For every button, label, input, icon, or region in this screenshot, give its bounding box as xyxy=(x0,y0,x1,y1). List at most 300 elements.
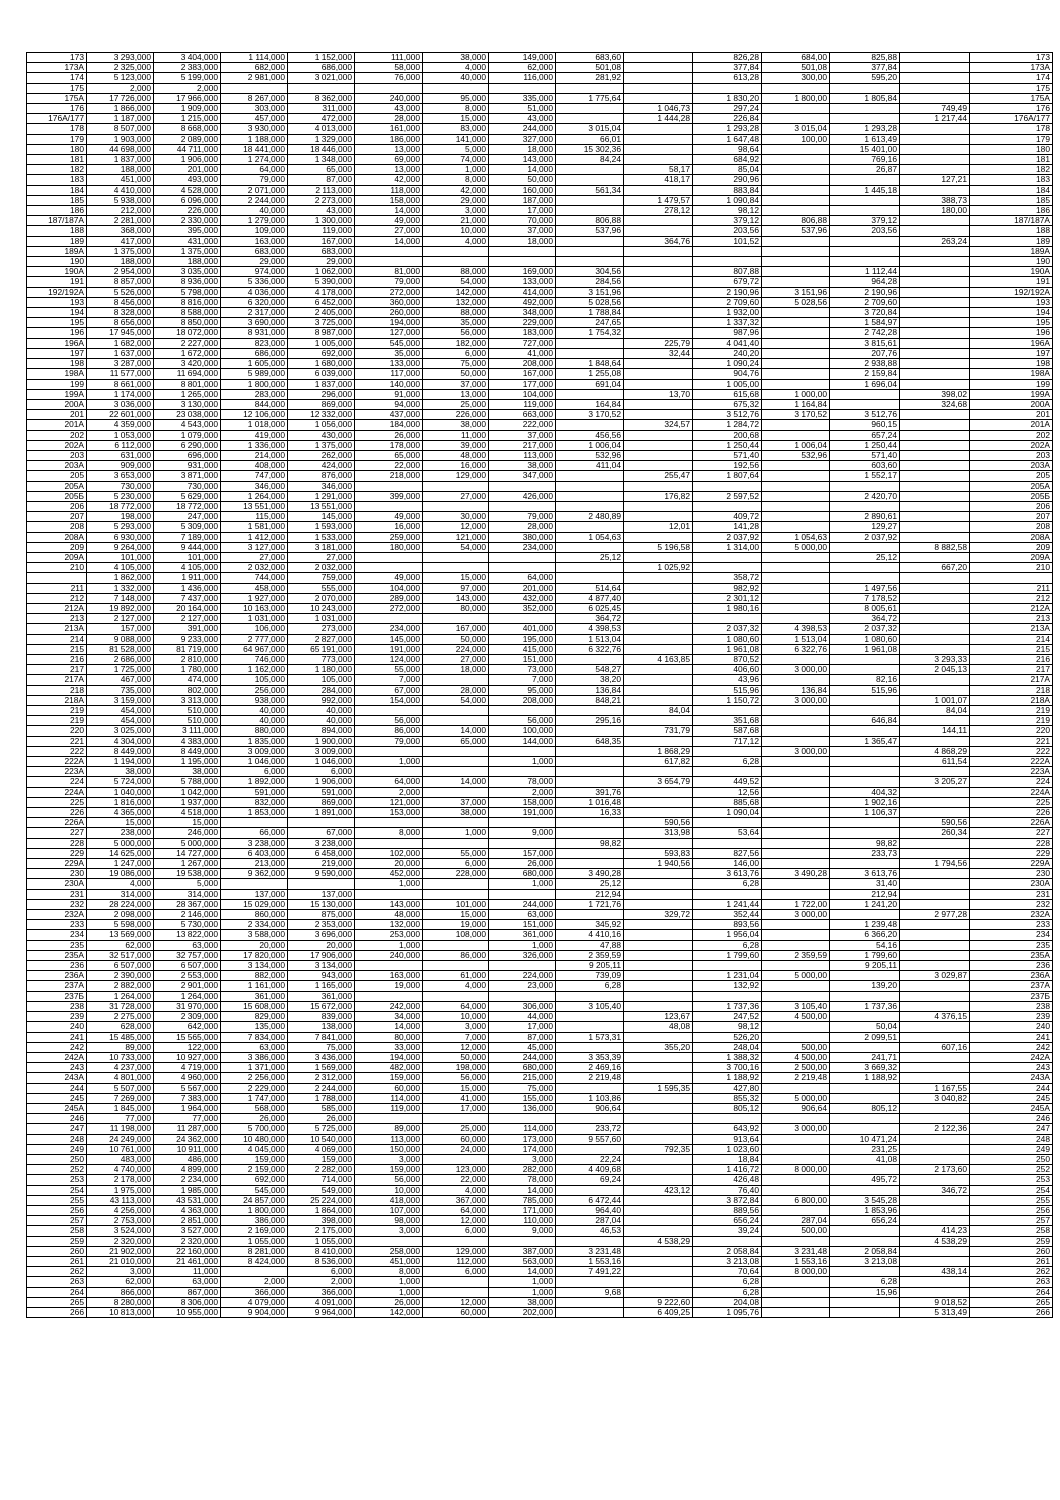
table-cell: 26,000 xyxy=(355,430,423,440)
table-cell xyxy=(624,73,693,83)
table-cell xyxy=(762,716,830,726)
table-cell: 229 xyxy=(27,848,87,858)
table-cell: 2 127,000 xyxy=(154,614,221,624)
table-cell: 200A xyxy=(27,399,87,409)
table-cell: 6 409,25 xyxy=(624,1307,693,1317)
table-cell xyxy=(624,318,693,328)
table-cell: 735,000 xyxy=(87,685,154,695)
table-cell: 43 113,000 xyxy=(87,1195,154,1205)
table-cell xyxy=(556,491,624,501)
table-cell: 43,000 xyxy=(288,206,355,216)
table-cell: 212,94 xyxy=(830,889,900,899)
table-cell xyxy=(900,1246,970,1256)
table-cell: 233,72 xyxy=(556,1124,624,1134)
table-cell: 2 420,70 xyxy=(830,491,900,501)
table-cell: 1 737,36 xyxy=(830,1001,900,1011)
table-cell: 532,96 xyxy=(556,450,624,460)
table-cell: 50,04 xyxy=(830,1022,900,1032)
table-cell xyxy=(900,1256,970,1266)
table-cell: 2 282,000 xyxy=(288,1165,355,1175)
table-cell: 8 987,000 xyxy=(288,328,355,338)
table-cell: 3 000,00 xyxy=(762,1124,830,1134)
table-cell xyxy=(900,1216,970,1226)
table-cell: 64,000 xyxy=(489,573,556,583)
table-cell: 1 862,000 xyxy=(87,573,154,583)
table-cell: 232 xyxy=(27,899,87,909)
table-row xyxy=(27,328,1053,338)
table-cell: 224 xyxy=(27,777,87,787)
table-cell: 663,000 xyxy=(489,410,556,420)
table-cell xyxy=(900,430,970,440)
table-cell xyxy=(624,1103,693,1113)
table-cell xyxy=(762,1083,830,1093)
table-cell: 10 243,000 xyxy=(288,603,355,613)
table-cell: 1 552,17 xyxy=(830,471,900,481)
table-cell xyxy=(762,471,830,481)
table-cell: 186 xyxy=(27,206,87,216)
table-cell: 727,000 xyxy=(489,338,556,348)
table-cell: 314,000 xyxy=(87,889,154,899)
table-row xyxy=(27,675,1053,685)
table-cell: 7 437,000 xyxy=(154,593,221,603)
table-cell: 1 054,63 xyxy=(762,532,830,542)
table-cell xyxy=(900,267,970,277)
table-cell: 515,96 xyxy=(830,685,900,695)
table-cell: 13 569,000 xyxy=(87,930,154,940)
table-cell xyxy=(624,797,693,807)
table-cell: 10 911,000 xyxy=(154,1144,221,1154)
table-cell: 174 xyxy=(27,73,87,83)
table-cell: 83,000 xyxy=(423,124,489,134)
table-cell: 642,000 xyxy=(154,1022,221,1032)
table-cell xyxy=(556,114,624,124)
table-cell: 364,72 xyxy=(830,614,900,624)
table-cell: 12 106,000 xyxy=(221,410,288,420)
table-cell: 474,000 xyxy=(154,675,221,685)
table-cell: 391,000 xyxy=(154,624,221,634)
table-cell: 259 xyxy=(27,1236,87,1246)
table-cell xyxy=(900,1205,970,1215)
table-cell: 178,000 xyxy=(355,440,423,450)
table-cell: 2 390,000 xyxy=(87,971,154,981)
table-cell: 1 180,000 xyxy=(288,665,355,675)
table-cell: 417,000 xyxy=(87,236,154,246)
table-cell: 204,08 xyxy=(693,1297,762,1307)
table-cell: 38,000 xyxy=(489,461,556,471)
table-cell: 55,000 xyxy=(423,848,489,858)
table-cell xyxy=(762,522,830,532)
table-cell: 139,20 xyxy=(830,981,900,991)
table-cell xyxy=(762,726,830,736)
table-cell xyxy=(900,1114,970,1124)
table-row xyxy=(27,379,1053,389)
table-cell: 2 032,000 xyxy=(221,563,288,573)
table-cell: 249 xyxy=(970,1144,1053,1154)
table-cell: 1 165,000 xyxy=(288,981,355,991)
table-cell: 501,08 xyxy=(556,63,624,73)
table-cell: 430,000 xyxy=(288,430,355,440)
table-cell xyxy=(900,624,970,634)
table-cell: 20,000 xyxy=(355,859,423,869)
table-cell: 437,000 xyxy=(355,410,423,420)
table-cell: 5 000,000 xyxy=(154,838,221,848)
table-cell xyxy=(624,440,693,450)
table-cell xyxy=(624,155,693,165)
table-cell xyxy=(423,961,489,971)
table-cell: 2 227,000 xyxy=(154,338,221,348)
table-cell: 219 xyxy=(27,706,87,716)
table-cell: 208,000 xyxy=(489,359,556,369)
table-cell: 3 170,52 xyxy=(762,410,830,420)
table-cell xyxy=(830,1297,900,1307)
table-cell xyxy=(556,991,624,1001)
table-row xyxy=(27,757,1053,767)
table-cell: 203 xyxy=(970,450,1053,460)
table-cell: 272,000 xyxy=(355,287,423,297)
table-cell: 3,000 xyxy=(489,1154,556,1164)
table-cell xyxy=(355,838,423,848)
table-cell: 10 955,000 xyxy=(154,1307,221,1317)
table-cell: 1 830,20 xyxy=(693,93,762,103)
table-cell: 313,98 xyxy=(624,828,693,838)
table-cell xyxy=(423,746,489,756)
table-cell: 3 386,000 xyxy=(221,1052,288,1062)
table-cell: 247,000 xyxy=(154,512,221,522)
table-cell xyxy=(900,348,970,358)
table-cell xyxy=(624,624,693,634)
table-cell: 231 xyxy=(970,889,1053,899)
table-cell: 201 xyxy=(27,410,87,420)
table-cell: 143,000 xyxy=(423,593,489,603)
table-cell xyxy=(900,522,970,532)
table-cell: 218 xyxy=(970,685,1053,695)
table-cell: 746,000 xyxy=(221,654,288,664)
table-cell xyxy=(556,1042,624,1052)
table-cell: 3 436,000 xyxy=(288,1052,355,1062)
table-cell xyxy=(556,481,624,491)
table-cell: 237A xyxy=(27,981,87,991)
table-cell: 24 249,000 xyxy=(87,1134,154,1144)
table-cell: 1 215,000 xyxy=(154,114,221,124)
table-cell: 205Б xyxy=(970,491,1053,501)
table-cell: 132,000 xyxy=(355,920,423,930)
table-cell: 2 045,13 xyxy=(900,665,970,675)
table-cell: 15,96 xyxy=(830,1287,900,1297)
table-cell: 860,000 xyxy=(221,910,288,920)
table-cell: 882,000 xyxy=(221,971,288,981)
table-cell xyxy=(556,1277,624,1287)
table-cell: 97,000 xyxy=(423,583,489,593)
table-cell: 191,000 xyxy=(355,644,423,654)
table-cell: 5 123,000 xyxy=(87,73,154,83)
table-cell: 101,000 xyxy=(423,899,489,909)
table-cell: 6 507,000 xyxy=(154,961,221,971)
table-cell xyxy=(830,542,900,552)
table-cell: 213,000 xyxy=(221,859,288,869)
table-cell: 35,000 xyxy=(355,348,423,358)
table-cell: 2 312,000 xyxy=(288,1073,355,1083)
table-cell: 6,28 xyxy=(693,940,762,950)
table-cell: 438,14 xyxy=(900,1267,970,1277)
table-cell: 335,000 xyxy=(489,93,556,103)
table-cell: 132,92 xyxy=(693,981,762,991)
table-cell: 243A xyxy=(27,1073,87,1083)
table-cell: 101,52 xyxy=(693,236,762,246)
table-cell: 6 320,000 xyxy=(221,297,288,307)
table-cell xyxy=(423,767,489,777)
table-cell: 198 xyxy=(970,359,1053,369)
table-cell: 3 293,000 xyxy=(87,53,154,63)
table-cell: 256 xyxy=(970,1205,1053,1215)
table-cell: 18 441,000 xyxy=(221,144,288,154)
table-cell: 904,76 xyxy=(693,369,762,379)
table-cell xyxy=(830,1267,900,1277)
table-cell: 266 xyxy=(27,1307,87,1317)
table-cell xyxy=(556,563,624,573)
table-cell: 1 332,000 xyxy=(87,583,154,593)
table-cell: 590,56 xyxy=(900,818,970,828)
table-cell: 730,000 xyxy=(87,481,154,491)
table-row xyxy=(27,338,1053,348)
table-cell: 15 130,000 xyxy=(288,899,355,909)
table-cell: 10 761,000 xyxy=(87,1144,154,1154)
table-cell: 1 980,16 xyxy=(693,603,762,613)
table-cell: 1 231,04 xyxy=(693,971,762,981)
table-cell: 5 199,000 xyxy=(154,73,221,83)
table-row xyxy=(27,236,1053,246)
table-cell: 1 553,16 xyxy=(762,1256,830,1266)
table-cell xyxy=(693,563,762,573)
table-cell: 2 938,88 xyxy=(830,359,900,369)
table-cell: 495,72 xyxy=(830,1175,900,1185)
table-cell xyxy=(423,1154,489,1164)
table-cell: 180 xyxy=(970,144,1053,154)
table-cell: 222A xyxy=(970,757,1053,767)
table-cell: 205A xyxy=(970,481,1053,491)
table-row xyxy=(27,1073,1053,1083)
table-cell xyxy=(762,491,830,501)
table-cell: 1 497,56 xyxy=(830,583,900,593)
table-cell: 686,000 xyxy=(288,63,355,73)
table-cell: 9 590,000 xyxy=(288,869,355,879)
table-cell: 300,00 xyxy=(762,73,830,83)
table-cell: 54,000 xyxy=(423,695,489,705)
table-cell: 4 036,000 xyxy=(221,287,288,297)
table-cell: 78,000 xyxy=(489,1175,556,1185)
table-cell: 2 098,000 xyxy=(87,910,154,920)
table-cell xyxy=(830,195,900,205)
table-cell: 218A xyxy=(970,695,1053,705)
table-cell xyxy=(489,961,556,971)
table-cell: 56,000 xyxy=(355,716,423,726)
table-cell: 246 xyxy=(27,1114,87,1124)
table-cell: 65,000 xyxy=(423,736,489,746)
table-cell: 121,000 xyxy=(355,797,423,807)
table-cell: 1 006,04 xyxy=(762,440,830,450)
table-cell: 218,000 xyxy=(355,471,423,481)
table-cell: 8 801,000 xyxy=(154,379,221,389)
table-cell xyxy=(624,144,693,154)
table-cell xyxy=(900,808,970,818)
table-cell: 889,56 xyxy=(693,1205,762,1215)
table-cell: 222 xyxy=(27,746,87,756)
table-cell: 4 041,40 xyxy=(693,338,762,348)
table-cell: 48,000 xyxy=(423,450,489,460)
table-row xyxy=(27,440,1053,450)
table-cell: 4 079,000 xyxy=(221,1297,288,1307)
table-cell xyxy=(900,961,970,971)
table-cell: 205A xyxy=(27,481,87,491)
table-cell: 17 726,000 xyxy=(87,93,154,103)
table-cell: 17 966,000 xyxy=(154,93,221,103)
table-cell xyxy=(900,634,970,644)
table-cell xyxy=(900,1073,970,1083)
table-cell: 684,92 xyxy=(693,155,762,165)
table-cell: 1 112,44 xyxy=(830,267,900,277)
table-cell: 2,000 xyxy=(489,787,556,797)
table-cell xyxy=(900,410,970,420)
table-cell xyxy=(830,859,900,869)
table-cell: 1 868,29 xyxy=(624,746,693,756)
table-cell xyxy=(624,808,693,818)
table-cell: 8,000 xyxy=(423,175,489,185)
table-cell xyxy=(624,267,693,277)
table-cell: 219,000 xyxy=(288,859,355,869)
table-cell: 192,56 xyxy=(693,461,762,471)
table-cell: 419,000 xyxy=(221,430,288,440)
table-cell: 1,000 xyxy=(355,940,423,950)
table-cell: 12,000 xyxy=(423,1297,489,1307)
table-cell: 77,000 xyxy=(154,1114,221,1124)
table-row xyxy=(27,848,1053,858)
table-cell: 136,000 xyxy=(489,1103,556,1113)
table-cell: 54,000 xyxy=(423,277,489,287)
table-cell: 66,000 xyxy=(221,828,288,838)
table-cell: 127,000 xyxy=(355,328,423,338)
table-row xyxy=(27,73,1053,83)
table-cell: 196A xyxy=(970,338,1053,348)
table-cell xyxy=(900,53,970,63)
table-cell: 452,000 xyxy=(355,869,423,879)
table-cell: 8 588,000 xyxy=(154,308,221,318)
table-cell xyxy=(355,1236,423,1246)
table-cell xyxy=(556,706,624,716)
table-cell: 391,76 xyxy=(556,787,624,797)
table-cell xyxy=(624,53,693,63)
table-cell: 16,33 xyxy=(556,808,624,818)
table-cell: 1 794,56 xyxy=(900,859,970,869)
table-cell: 324,57 xyxy=(624,420,693,430)
table-cell: 60,000 xyxy=(423,1134,489,1144)
table-cell: 749,49 xyxy=(900,104,970,114)
table-cell: 3 015,04 xyxy=(556,124,624,134)
table-cell: 11,000 xyxy=(154,1267,221,1277)
table-cell: 3 036,000 xyxy=(87,399,154,409)
table-cell: 281,92 xyxy=(556,73,624,83)
table-cell: 212 xyxy=(27,593,87,603)
table-cell xyxy=(556,746,624,756)
table-cell: 5 598,000 xyxy=(87,920,154,930)
table-cell: 8 507,000 xyxy=(87,124,154,134)
table-row xyxy=(27,828,1053,838)
table-cell: 747,000 xyxy=(221,471,288,481)
table-cell: 2 851,000 xyxy=(154,1216,221,1226)
table-cell xyxy=(762,1287,830,1297)
table-cell xyxy=(355,481,423,491)
table-cell: 2 742,28 xyxy=(830,328,900,338)
table-cell xyxy=(556,206,624,216)
table-cell: 29,000 xyxy=(423,195,489,205)
table-cell: 3 025,000 xyxy=(87,726,154,736)
table-cell: 45,000 xyxy=(489,1042,556,1052)
table-cell: 9,000 xyxy=(489,828,556,838)
table-row xyxy=(27,1083,1053,1093)
table-cell xyxy=(624,685,693,695)
table-cell: 8 328,000 xyxy=(87,308,154,318)
table-cell: 237Б xyxy=(970,991,1053,1001)
table-cell xyxy=(762,614,830,624)
table-cell: 106,000 xyxy=(221,624,288,634)
table-cell: 5 788,000 xyxy=(154,777,221,787)
table-cell: 65,000 xyxy=(355,450,423,460)
table-cell xyxy=(556,1022,624,1032)
table-cell: 81,000 xyxy=(355,267,423,277)
table-cell xyxy=(830,573,900,583)
table-cell xyxy=(900,1144,970,1154)
table-cell: 186,000 xyxy=(355,134,423,144)
table-cell xyxy=(900,767,970,777)
table-cell xyxy=(900,450,970,460)
table-cell: 3 815,61 xyxy=(830,338,900,348)
table-cell: 537,96 xyxy=(762,226,830,236)
table-cell: 13,000 xyxy=(423,389,489,399)
table-cell: 829,000 xyxy=(221,1012,288,1022)
table-cell: 236 xyxy=(970,961,1053,971)
table-cell: 8 005,61 xyxy=(830,603,900,613)
table-cell xyxy=(762,767,830,777)
table-cell xyxy=(830,757,900,767)
table-cell: 123,000 xyxy=(423,1165,489,1175)
table-cell xyxy=(762,165,830,175)
table-cell xyxy=(830,665,900,675)
table-cell: 1 152,000 xyxy=(288,53,355,63)
table-cell xyxy=(624,63,693,73)
table-cell: 2 169,000 xyxy=(221,1226,288,1236)
table-cell: 717,12 xyxy=(693,736,762,746)
table-cell: 493,000 xyxy=(154,175,221,185)
table-cell: 208 xyxy=(970,522,1053,532)
table-cell: 3 527,000 xyxy=(154,1226,221,1236)
table-cell: 3 151,96 xyxy=(762,287,830,297)
table-cell xyxy=(489,1114,556,1124)
table-cell: 115,000 xyxy=(221,512,288,522)
table-cell xyxy=(900,185,970,195)
table-cell: 974,000 xyxy=(221,267,288,277)
table-cell: 1 816,000 xyxy=(87,797,154,807)
table-cell: 883,84 xyxy=(693,185,762,195)
table-cell: 20,000 xyxy=(288,940,355,950)
table-cell: 62,000 xyxy=(489,63,556,73)
table-cell: 37,000 xyxy=(423,797,489,807)
table-cell: 69,24 xyxy=(556,1175,624,1185)
table-cell: 81 719,000 xyxy=(154,644,221,654)
table-cell xyxy=(556,757,624,767)
table-cell: 4 877,40 xyxy=(556,593,624,603)
table-cell: 306,000 xyxy=(489,1001,556,1011)
table-cell: 6 322,76 xyxy=(556,644,624,654)
table-cell: 10,000 xyxy=(355,1185,423,1195)
table-cell: 1 837,000 xyxy=(87,155,154,165)
